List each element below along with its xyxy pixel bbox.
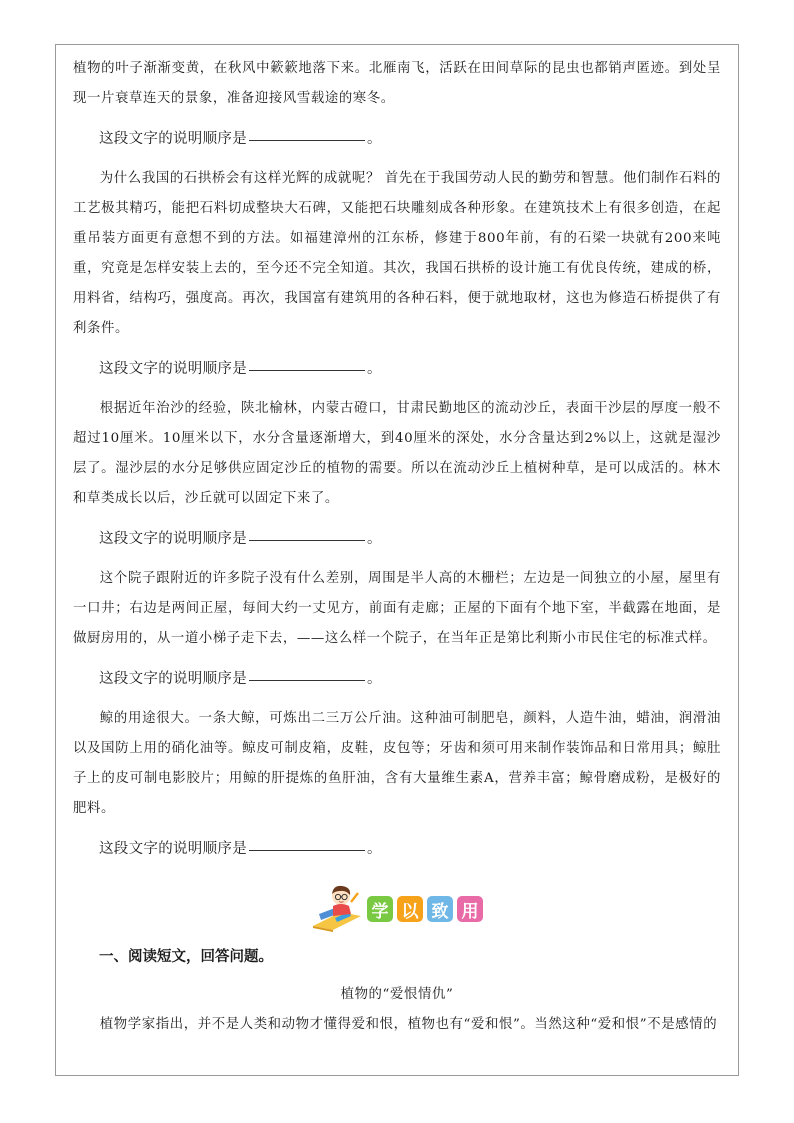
answer-blank[interactable]: [249, 679, 365, 681]
banner-tile-yong: 用: [457, 896, 483, 922]
article-paragraph: 植物学家指出，并不是人类和动物才懂得爱和恨，植物也有“爱和恨”。当然这种“爱和恨”不是感情的: [99, 1017, 718, 1032]
section-heading: 一、阅读短文，回答问题。: [99, 949, 273, 965]
question-prompt: 这段文字的说明顺序是: [99, 671, 247, 687]
document-content: [73, 54, 721, 1040]
passage-autumn: 植物的叶子渐渐变黄，在秋风中簌簌地落下来。北雁南飞，活跃在田间草际的昆虫也都销声匿迹。到处呈现一片衰草连天的景象，准备迎接风雪载途的寒冬。: [73, 61, 721, 106]
answer-blank[interactable]: [249, 849, 365, 851]
question-suffix: 。: [367, 671, 382, 687]
question-suffix: 。: [367, 361, 382, 377]
question-prompt: 这段文字的说明顺序是: [99, 531, 247, 547]
passage-sand-dunes: 根据近年治沙的经验，陕北榆林，内蒙古磴口，甘肃民勤地区的流动沙丘，表面干沙层的厚度一般不超过10厘米。10厘米以下，水分含量逐渐增大，到40厘米的深处，水分含量达到2%以上，这就是湿沙层了。湿沙层的水分足够供应固定沙丘的植物的需要。所以在流动沙丘上植树种草，是可以成活的。林木和草类成长以后，沙丘就可以固定下来了。: [73, 401, 721, 506]
banner-tile-zhi: 致: [427, 896, 453, 922]
question-suffix: 。: [367, 531, 382, 547]
passage-whale: 鲸的用途很大。一条大鲸，可炼出二三万公斤油。这种油可制肥皂，颜料，人造牛油，蜡油，润滑油以及国防上用的硝化油等。鲸皮可制皮箱，皮鞋，皮包等；牙齿和须可用来制作装饰品和日常用具；鲸肚子上的皮可制电影胶片；用鲸的肝提炼的鱼肝油，含有大量维生素A，营养丰富；鲸骨磨成粉，是极好的肥料。: [73, 711, 721, 816]
question-suffix: 。: [367, 131, 382, 147]
apply-learning-banner: [73, 882, 721, 932]
question-order-4: [73, 664, 721, 694]
student-reading-icon: [311, 882, 363, 932]
question-suffix: 。: [367, 841, 382, 857]
answer-blank[interactable]: [249, 539, 365, 541]
question-order-2: [73, 354, 721, 384]
banner-tile-yi: 以: [397, 896, 423, 922]
question-order-1: [73, 124, 721, 154]
article-title: 植物的“爱恨情仇”: [340, 987, 454, 1002]
question-prompt: 这段文字的说明顺序是: [99, 131, 247, 147]
question-order-3: [73, 524, 721, 554]
answer-blank[interactable]: [249, 369, 365, 371]
question-prompt: 这段文字的说明顺序是: [99, 361, 247, 377]
question-prompt: 这段文字的说明顺序是: [99, 841, 247, 857]
question-order-5: [73, 834, 721, 864]
passage-courtyard: 这个院子跟附近的许多院子没有什么差别，周围是半人高的木栅栏；左边是一间独立的小屋，屋里有一口井；右边是两间正屋，每间大约一丈见方，前面有走廊；正屋的下面有个地下室，半截露在地面，是做厨房用的，从一道小梯子走下去，——这么样一个院子，在当年正是第比利斯小市民住宅的标准式样。: [73, 571, 721, 646]
passage-stone-bridge: 为什么我国的石拱桥会有这样光辉的成就呢？ 首先在于我国劳动人民的勤劳和智慧。他们制作石料的工艺极其精巧，能把石料切成整块大石碑，又能把石块雕刻成各种形象。在建筑技术上有很多创造，在起重吊装方面更有意想不到的方法。如福建漳州的江东桥，修建于800年前，有的石梁一块就有200来吨重，究竟是怎样安装上去的，至今还不完全知道。其次，我国石拱桥的设计施工有优良传统，建成的桥，用料省，结构巧，强度高。再次，我国富有建筑用的各种石料，便于就地取材，这也为修造石桥提供了有利条件。: [73, 171, 721, 336]
banner-tile-xue: 学: [367, 896, 393, 922]
answer-blank[interactable]: [249, 139, 365, 141]
